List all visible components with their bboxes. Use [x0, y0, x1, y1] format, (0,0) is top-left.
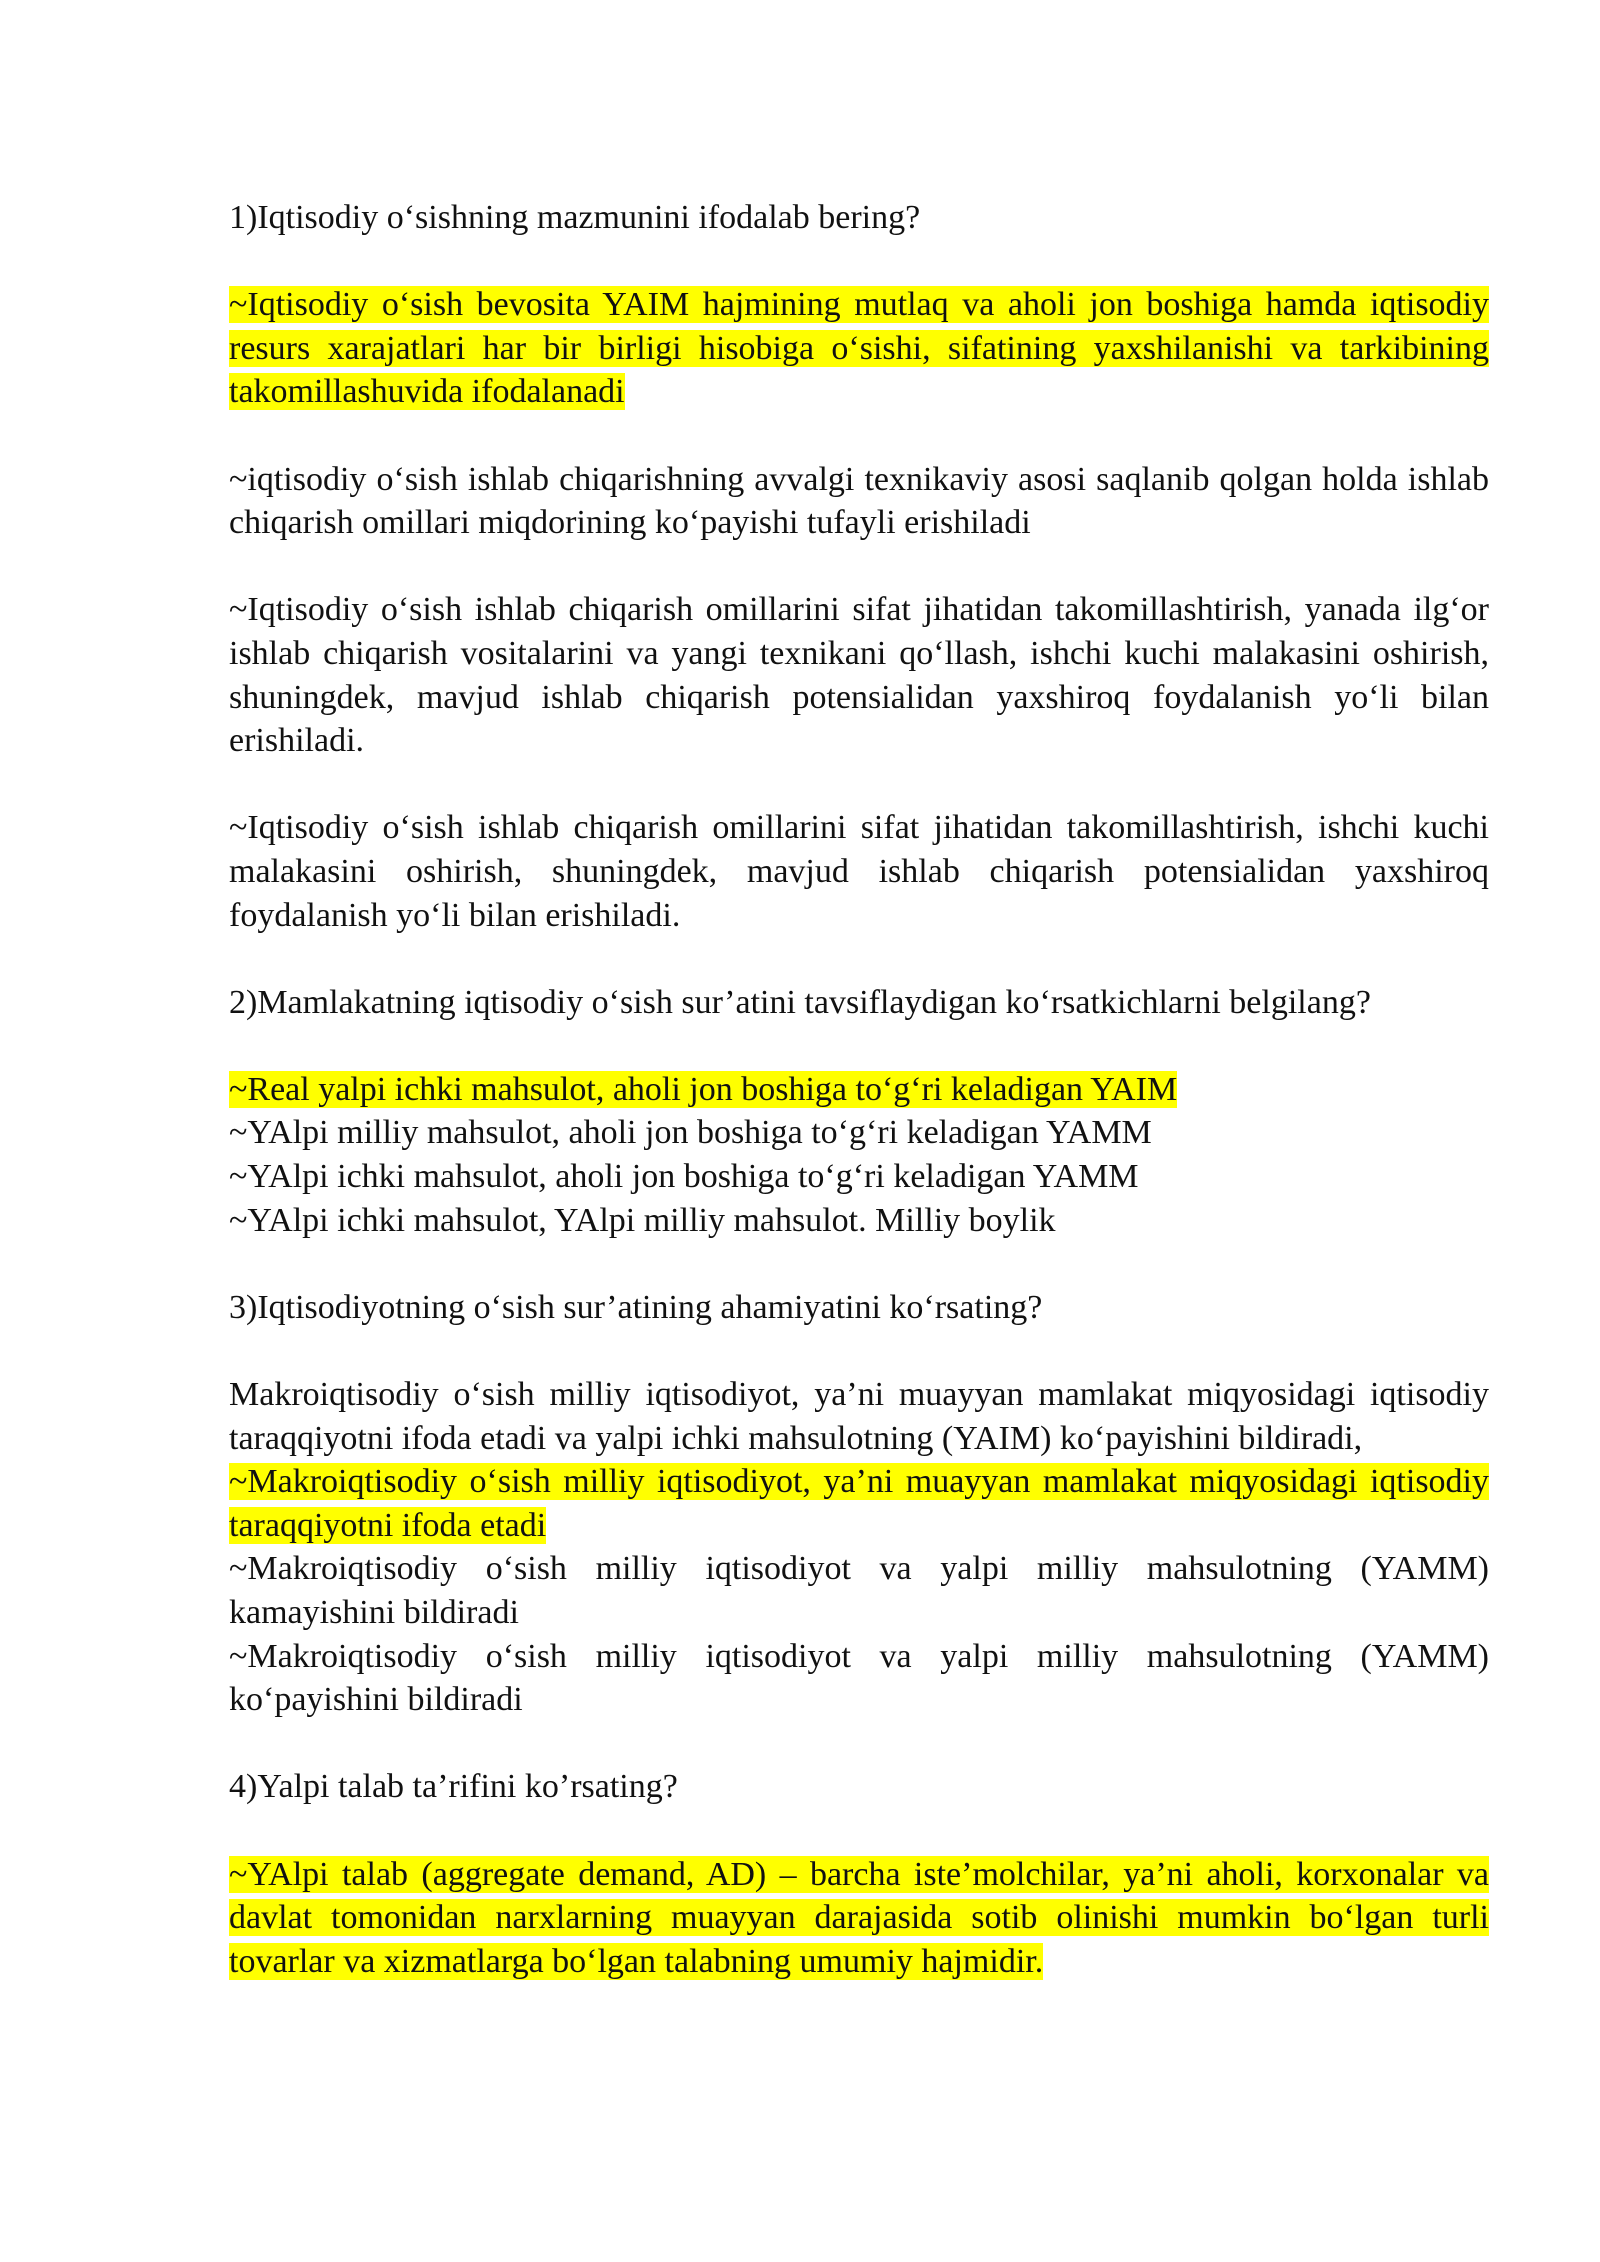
q1-answer-4-block — [229, 806, 1489, 937]
q1-answer-1-block — [229, 283, 1489, 414]
q1-answer-3-block — [229, 588, 1489, 762]
q4-answers — [229, 1853, 1489, 1984]
q2-answer-3: ~YAlpi ichki mahsulot, aholi jon boshiga to‘g‘ri keladigan YAMM — [229, 1158, 1139, 1196]
question-1 — [229, 196, 1489, 240]
question-2-text: 2)Mamlakatning iqtisodiy o‘sish sur’atini tavsiflaydigan ko‘rsatkichlarni belgilang? — [229, 983, 1371, 1021]
document-page — [229, 196, 1489, 1983]
q4-answer-1 — [229, 1853, 1489, 1984]
question-3-text: 3)Iqtisodiyotning o‘sish sur’atining ahamiyatini ko‘rsating? — [229, 1288, 1043, 1326]
q3-answer-1: Makroiqtisodiy o‘sish milliy iqtisodiyot, ya’ni muayyan mamlakat miqyosidagi iqtisodiy taraqqiyotni ifoda etadi va yalpi ichki mahsulotning (YAIM) ko‘payishini bildiradi, — [229, 1376, 1489, 1457]
q3-answers — [229, 1373, 1489, 1722]
highlight: ~Real yalpi ichki mahsulot, aholi jon boshiga to‘g‘ri keladigan YAIM — [229, 1070, 1178, 1108]
q2-answer-2: ~YAlpi milliy mahsulot, aholi jon boshiga to‘g‘ri keladigan YAMM — [229, 1114, 1152, 1152]
highlight: ~Makroiqtisodiy o‘sish milliy iqtisodiyot, ya’ni muayyan mamlakat miqyosidagi iqtisodiy taraqqiyotni ifoda etadi — [229, 1463, 1489, 1544]
q2-answer-4: ~YAlpi ichki mahsulot, YAlpi milliy mahsulot. Milliy boylik — [229, 1201, 1056, 1239]
question-3 — [229, 1286, 1489, 1330]
q1-answer-1 — [229, 283, 1489, 414]
q1-answer-3: ~Iqtisodiy o‘sish ishlab chiqarish omillarini sifat jihatidan takomillashtirish, yanada ilg‘or ishlab chiqarish vositalarini va yangi texnikani qo‘llash, ishchi kuchi malakasini oshirish, shuningdek, mavjud ishlab chiqarish potensialidan yaxshiroq foydalanish yo‘li bilan erishiladi. — [229, 591, 1489, 760]
q1-answer-2-block — [229, 458, 1489, 545]
question-4 — [229, 1765, 1489, 1809]
q3-answer-4: ~Makroiqtisodiy o‘sish milliy iqtisodiyot va yalpi milliy mahsulotning (YAMM) ko‘payishini bildiradi — [229, 1637, 1489, 1719]
q3-answer-3: ~Makroiqtisodiy o‘sish milliy iqtisodiyot va yalpi milliy mahsulotning (YAMM) kamayishini bildiradi — [229, 1550, 1489, 1631]
highlight: ~Iqtisodiy o‘sish bevosita YAIM hajmining mutlaq va aholi jon boshiga hamda iqtisodiy resurs xarajatlari har bir birligi hisobiga o‘sishi, sifatining yaxshilanishi va tarkibining takomillashuvida ifodalanadi — [229, 286, 1489, 411]
q2-answers — [229, 1068, 1489, 1242]
question-2 — [229, 981, 1489, 1025]
question-1-text: 1)Iqtisodiy o‘sishning mazmunini ifodalab bering? — [229, 199, 921, 236]
question-4-text: 4)Yalpi talab ta’rifini ko’rsating? — [229, 1768, 678, 1806]
q3-answer-2 — [229, 1460, 1489, 1547]
q2-answer-1 — [229, 1068, 1489, 1112]
q1-answer-2: ~iqtisodiy o‘sish ishlab chiqarishning avvalgi texnikaviy asosi saqlanib qolgan holda ishlab chiqarish omillari miqdorining ko‘payishi tufayli erishiladi — [229, 460, 1489, 542]
highlight: ~YAlpi talab (aggregate demand, AD) – barcha iste’molchilar, ya’ni aholi, korxonalar va davlat tomonidan narxlarning muayyan darajasida sotib olinishi mumkin bo‘lgan turli tovarlar va xizmatlarga bo‘lgan talabning umumiy hajmidir. — [229, 1855, 1489, 1980]
q1-answer-4: ~Iqtisodiy o‘sish ishlab chiqarish omillarini sifat jihatidan takomillashtirish, ishchi kuchi malakasini oshirish, shuningdek, mavjud ishlab chiqarish potensialidan yaxshiroq foydalanish yo‘li bilan erishiladi. — [229, 809, 1489, 934]
